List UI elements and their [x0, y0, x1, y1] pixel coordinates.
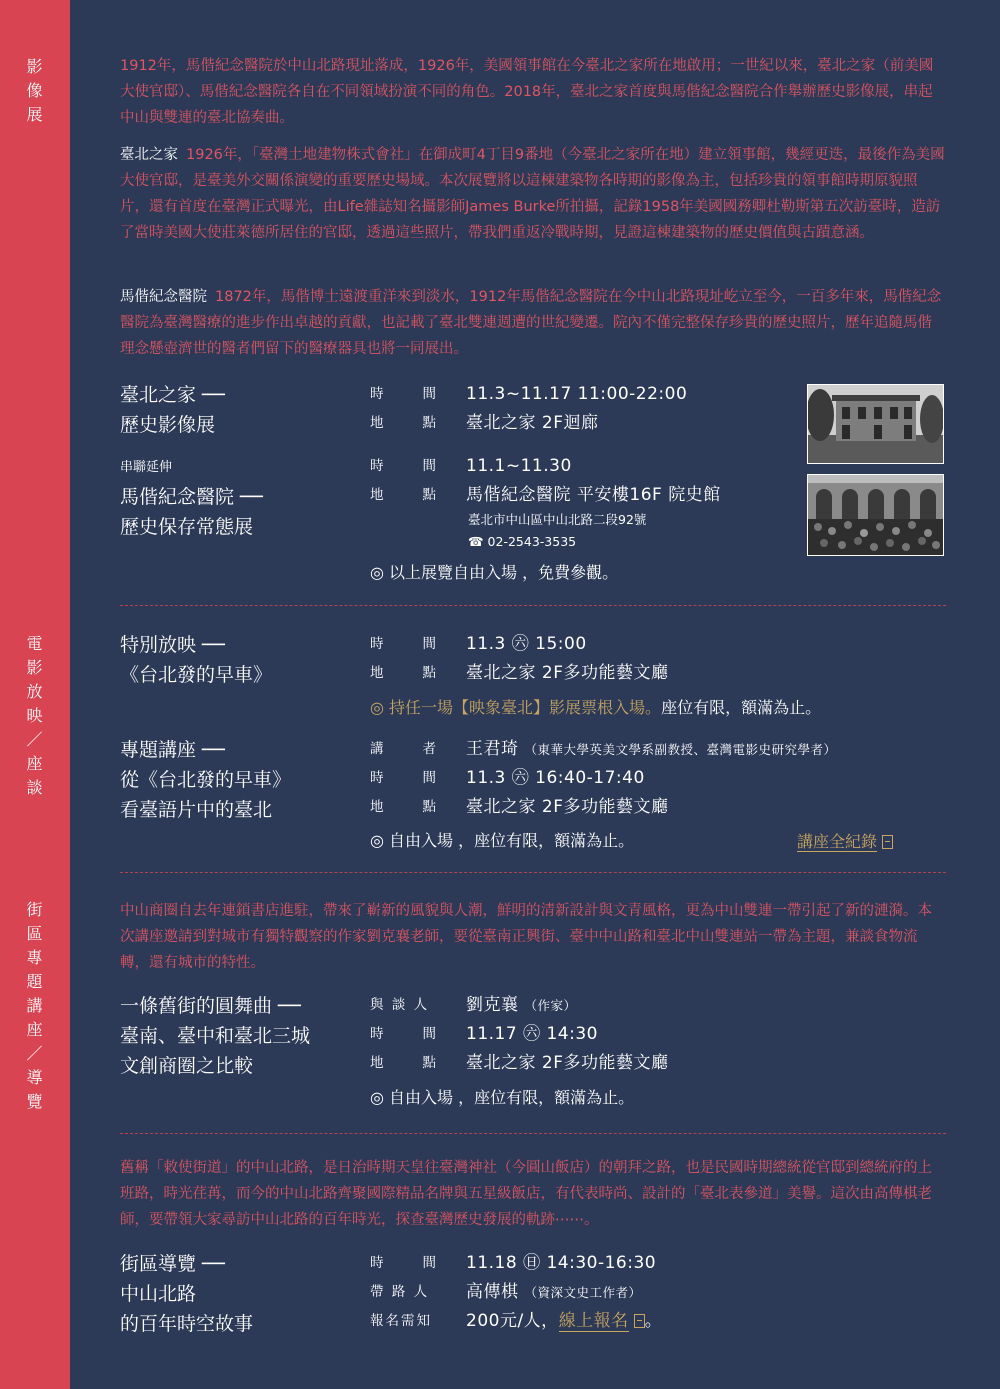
- time-label: 時 間: [370, 1026, 436, 1042]
- tour-title-line2: 中山北路: [120, 1283, 197, 1305]
- place-label: 地 點: [370, 1055, 436, 1071]
- talk-title-line1: 專題講座 ──: [120, 739, 225, 761]
- street-place: 臺北之家 2F多功能藝文廳: [466, 1053, 669, 1073]
- ex1-time: 11.3~11.17 11:00-22:00: [466, 384, 688, 404]
- ex2-phone[interactable]: 02-2543-3535: [487, 534, 577, 549]
- ex2-title: [120, 458, 263, 542]
- document-icon: [634, 1314, 645, 1328]
- ex1-title-line2: 歷史影像展: [120, 414, 216, 436]
- time-label: 時 間: [370, 1255, 436, 1271]
- tour-guide: 高傳棋 （資深文史工作者）: [466, 1282, 642, 1302]
- ex1-title: [120, 380, 225, 440]
- place-label: 地 點: [370, 665, 436, 681]
- talker-label: 與 談 人: [370, 997, 430, 1013]
- ex2-time: 11.1~11.30: [466, 456, 572, 476]
- street-title: [120, 991, 310, 1081]
- signup-label: 報名需知: [370, 1313, 432, 1329]
- tour-title-line3: 的百年時空故事: [120, 1313, 254, 1335]
- divider: [120, 1133, 946, 1134]
- house-text: 1926年，「臺灣土地建物株式會社」在御成町4丁目9番地（今臺北之家所在地）建立領事館，幾經更迭，最後作為美國大使官邸，是臺美外交關係演變的重要歷史場域。本次展覽將以這棟建築物各時期的影像為主，包括珍貴的領事館時期原貌照片，還有首度在臺灣正式曝光，由Life雜誌知名攝影師James Burke所拍攝，記錄1958年美國國務卿杜勒斯第五次訪臺時，造訪了當時美國大使莊萊德所居住的官邸，透過這些照片，帶我們重返冷戰時期，見證這棟建築物的歷史價值與古蹟意涵。: [120, 147, 945, 241]
- film-title: [120, 630, 272, 690]
- street-intro: 中山商圈自去年連鎖書店進駐，帶來了嶄新的風貌與人潮，鮮明的清新設計與文青風格，更為中山雙連一帶引起了新的漣漪。本次講座邀請到對城市有獨特觀察的作家劉克襄老師，要從臺南正興街、臺中中山路和臺北中山雙連站一帶為主題，兼談食物流轉，還有城市的特性。: [120, 903, 932, 971]
- film-place: 臺北之家 2F多功能藝文廳: [466, 663, 669, 683]
- tour-title-line1: 街區導覽 ──: [120, 1253, 225, 1275]
- tour-time: 11.18 ㊐ 14:30-16:30: [466, 1253, 657, 1273]
- ex1-title-line1: 臺北之家 ──: [120, 384, 225, 406]
- sidebar-label-film: 電 影 放 映 ／ 座 談: [26, 634, 44, 797]
- street-title-line2: 臺南、臺中和臺北三城: [120, 1025, 311, 1047]
- mackay-text: 1872年，馬偕博士遠渡重洋來到淡水，1912年馬偕紀念醫院在今中山北路現址屹立至今，一百多年來，馬偕紀念醫院為臺灣醫療的進步作出卓越的貢獻，也記載了臺北雙連週遭的世紀變遷。院內不僅完整保存珍貴的歷史照片，歷年追隨馬偕理念懸壺濟世的醫者們留下的醫療器具也將一同展出。: [120, 289, 942, 357]
- time-label: 時 間: [370, 458, 436, 474]
- place-label: 地 點: [370, 415, 436, 431]
- film-time: 11.3 ㊅ 15:00: [466, 634, 587, 654]
- film-note-highlight: ◎ 持任一場【映象臺北】影展票根入場。: [370, 698, 662, 717]
- exhibition-note: ◎ 以上展覽自由入場 ，免費參觀。: [370, 563, 619, 582]
- divider: [120, 872, 946, 873]
- tour-info: [370, 1249, 662, 1336]
- ex2-address: 臺北市中山區中山北路二段92號: [468, 512, 647, 527]
- ex2-title-line2: 歷史保存常態展: [120, 516, 254, 538]
- signup-link[interactable]: 線上報名: [558, 1311, 629, 1331]
- street-title-line1: 一條舊街的圓舞曲 ──: [120, 995, 301, 1017]
- time-label: 時 間: [370, 770, 436, 786]
- sidebar-label-exhibition: 影 像 展: [26, 57, 44, 124]
- tour-fee: 200元/人，線上報名 。: [466, 1311, 663, 1331]
- film-title-line2: 《台北發的早車》: [120, 664, 273, 686]
- speaker-label: 講 者: [370, 741, 436, 757]
- ex2-info: [370, 452, 721, 510]
- talk-place: 臺北之家 2F多功能藝文廳: [466, 797, 669, 817]
- ex2-kicker: 串聯延伸: [120, 460, 173, 475]
- ex1-info: [370, 380, 687, 438]
- mackay-paragraph: [120, 284, 946, 362]
- ex2-contact: [468, 509, 646, 553]
- film-note: [370, 695, 821, 718]
- ex2-title-line1: 馬偕紀念醫院 ──: [120, 486, 263, 508]
- talk-speaker: 王君琦 （東華大學英美文學系副教授、臺灣電影史研究學者）: [466, 739, 837, 759]
- talk-time: 11.3 ㊅ 16:40-17:40: [466, 768, 645, 788]
- hospital-photo: [807, 474, 944, 556]
- talk-title-line2: 從《台北發的早車》: [120, 769, 292, 791]
- house-photo: [807, 384, 944, 464]
- film-note-rest: 座位有限，額滿為止。: [661, 698, 822, 717]
- talk-record-link[interactable]: 講座全紀錄: [797, 829, 893, 852]
- intro-paragraph: 1912年，馬偕紀念醫院於中山北路現址落成，1926年，美國領事館在今臺北之家所在地啟用；一世紀以來，臺北之家（前美國大使官邸）、馬偕紀念醫院各自在不同領域扮演不同的角色。2018年，臺北之家首度與馬偕紀念醫院合作舉辦歷史影像展，串起中山與雙連的臺北協奏曲。: [120, 58, 934, 126]
- street-time: 11.17 ㊅ 14:30: [466, 1024, 598, 1044]
- talk-title: [120, 735, 291, 825]
- house-paragraph: [120, 142, 946, 246]
- time-label: 時 間: [370, 386, 436, 402]
- house-lead: 臺北之家: [120, 147, 178, 163]
- mackay-lead: 馬偕紀念醫院: [120, 289, 207, 305]
- talk-title-line3: 看臺語片中的臺北: [120, 799, 273, 821]
- talk-info: [370, 735, 837, 822]
- phone-icon: ☎: [468, 534, 488, 549]
- ex2-place: 馬偕紀念醫院 平安樓16F 院史館: [466, 485, 721, 505]
- place-label: 地 點: [370, 487, 436, 503]
- tour-intro: 舊稱「敕使街道」的中山北路，是日治時期天皇往臺灣神社（今圓山飯店）的朝拜之路，也是民國時期總統從官邸到總統府的上班路，時光荏苒，而今的中山北路齊聚國際精品名牌與五星級飯店，有代表時尚、設計的「臺北表參道」美譽。這次由高傳棋老師，要帶領大家尋訪中山北路的百年時光，探查臺灣歷史發展的軌跡⋯⋯。: [120, 1160, 932, 1228]
- film-info: [370, 630, 669, 688]
- street-note: ◎ 自由入場 ，座位有限，額滿為止。: [370, 1088, 635, 1107]
- place-label: 地 點: [370, 799, 436, 815]
- street-info: [370, 991, 669, 1078]
- ex2-phone-row: [468, 531, 646, 553]
- time-label: 時 間: [370, 636, 436, 652]
- sidebar-label-street: 街 區 專 題 講 座 ／ 導 覽: [26, 900, 44, 1111]
- ex1-place: 臺北之家 2F迴廊: [466, 413, 599, 433]
- talk-note: ◎ 自由入場 ，座位有限，額滿為止。: [370, 831, 635, 850]
- street-title-line3: 文創商圈之比較: [120, 1055, 254, 1077]
- street-speaker: 劉克襄 （作家）: [466, 995, 577, 1015]
- document-icon: [882, 835, 893, 849]
- divider: [120, 605, 946, 606]
- guide-label: 帶 路 人: [370, 1284, 430, 1300]
- tour-title: [120, 1249, 253, 1339]
- film-title-line1: 特別放映 ──: [120, 634, 225, 656]
